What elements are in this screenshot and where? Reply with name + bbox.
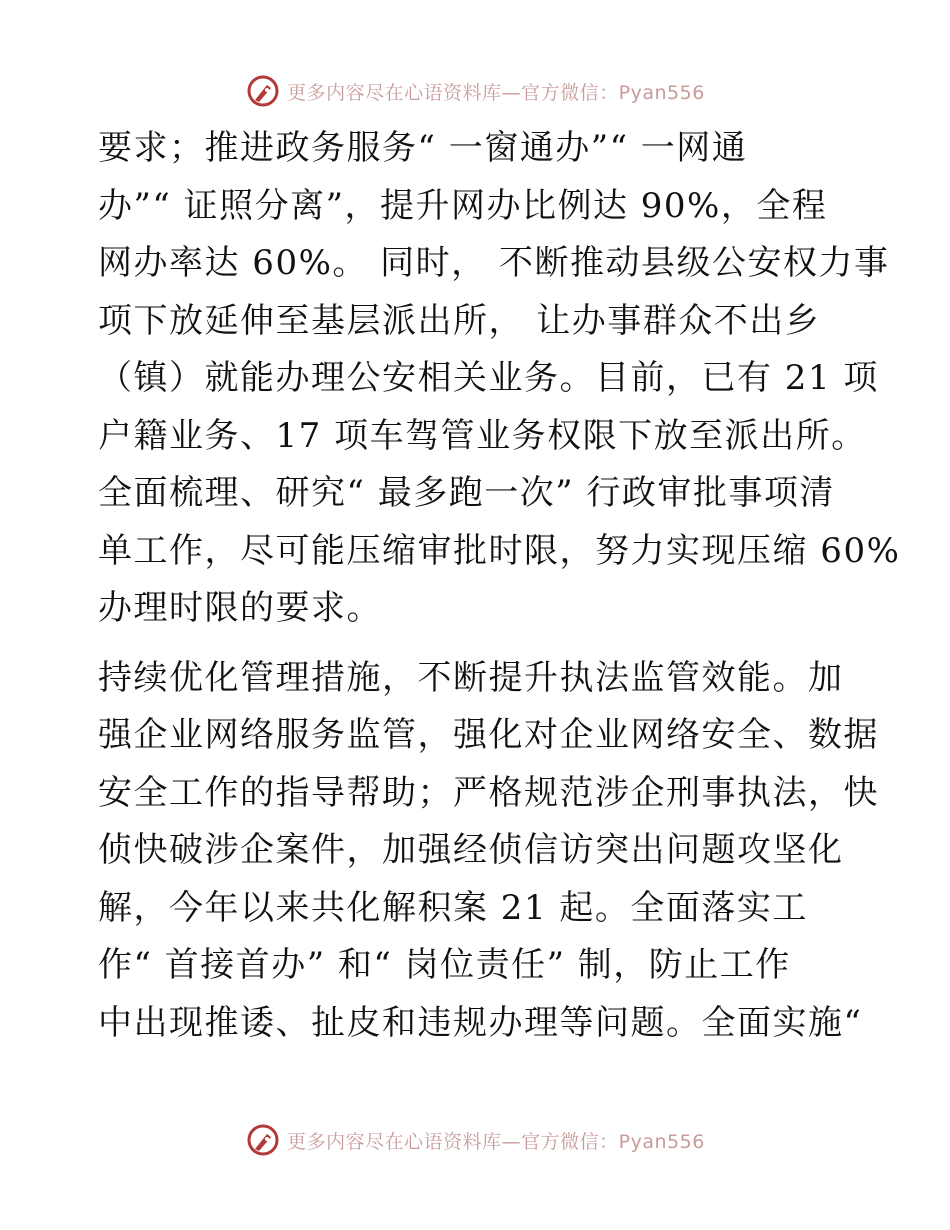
text-line: 单工作，尽可能压缩审批时限，努力实现压缩 60% <box>98 530 901 571</box>
text-line: 安全工作的指导帮助；严格规范涉企刑事执法，快 <box>98 772 879 813</box>
header-watermark <box>0 71 950 111</box>
document-body <box>98 120 901 1052</box>
text-line: 持续优化管理措施，不断提升执法监管效能。加 <box>98 657 844 698</box>
text-line: 中出现推诿、扯皮和违规办理等问题。全面实施“ <box>98 1002 863 1043</box>
watermark-text: 更多内容尽在心语资料库—官方微信：Pyan556 <box>287 81 705 104</box>
text-line: 作“ 首接首办” 和“ 岗位责任” 制，防止工作 <box>98 945 791 985</box>
watermark-text: 更多内容尽在心语资料库—官方微信：Pyan556 <box>287 1130 705 1153</box>
paragraph <box>98 120 901 638</box>
pen-nib-circle-icon <box>245 1122 281 1158</box>
text-line: 户籍业务、17 项车驾管业务权限下放至派出所。 <box>98 415 867 456</box>
pen-nib-circle-icon <box>245 73 281 109</box>
text-line: 办理时限的要求。 <box>98 588 382 628</box>
text-line: 解，今年以来共化解积案 21 起。全面落实工 <box>98 887 808 928</box>
paragraph <box>98 650 879 1053</box>
text-line: 办”“ 证照分离”，提升网办比例达 90%，全程 <box>98 185 828 226</box>
text-line: 强企业网络服务监管，强化对企业网络安全、数据 <box>98 715 879 755</box>
text-line: 网办率达 60%。 同时， 不断推动县级公安权力事 <box>98 243 890 283</box>
text-line: （镇）就能办理公安相关业务。目前，已有 21 项 <box>98 358 879 398</box>
text-line: 项下放延伸至基层派出所， 让办事群众不出乡 <box>98 300 821 341</box>
text-line: 要求；推进政务服务“ 一窗通办”“ 一网通 <box>98 128 748 168</box>
text-line: 全面梳理、研究“ 最多跑一次” 行政审批事项清 <box>98 473 835 513</box>
footer-watermark <box>0 1120 950 1160</box>
text-line: 侦快破涉企案件，加强经侦信访突出问题攻坚化 <box>98 830 844 870</box>
